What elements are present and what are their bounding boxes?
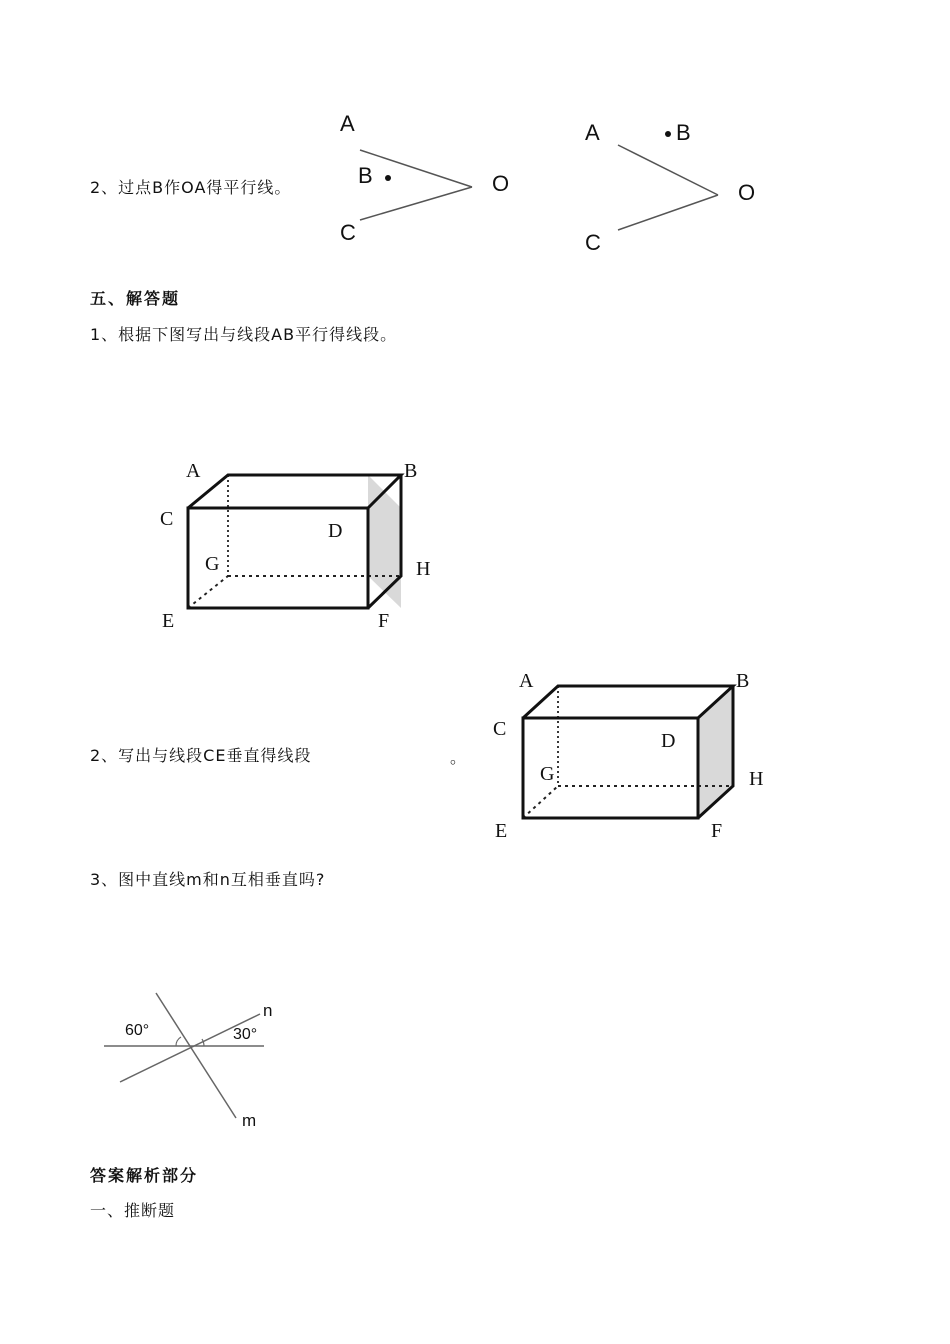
hidden-edge-eg (523, 786, 558, 818)
label-b: B (358, 163, 373, 188)
label-c: C (340, 220, 356, 245)
label-n: n (263, 1001, 273, 1020)
label-d: D (661, 730, 676, 752)
label-h: H (749, 768, 764, 790)
label-e: E (162, 610, 175, 632)
angle-arc-left (176, 1037, 181, 1046)
ray-oa (618, 145, 718, 195)
box-figure-2 (485, 665, 785, 855)
label-c: C (160, 508, 174, 530)
answer-title: 答案解析部分 (90, 1166, 199, 1185)
angle-figure-1 (330, 105, 530, 255)
point-b (665, 131, 671, 137)
label-g: G (205, 553, 220, 575)
answer-subtitle: 一、推断题 (90, 1201, 176, 1220)
section-five-title: 五、解答题 (90, 289, 181, 308)
label-f: F (378, 610, 390, 632)
ray-oc (618, 195, 718, 230)
line-m (156, 993, 236, 1118)
angle-label-right: 30° (233, 1026, 258, 1043)
label-b: B (404, 460, 418, 482)
label-o: O (492, 171, 510, 196)
hidden-edge-eg (188, 576, 228, 608)
label-o: O (738, 180, 756, 205)
box-figure-1 (150, 455, 450, 645)
angle-label-left: 60° (125, 1022, 150, 1039)
label-e: E (495, 820, 508, 842)
point-b (385, 175, 391, 181)
angle-figure-2 (580, 110, 780, 260)
label-b: B (676, 120, 691, 145)
label-f: F (711, 820, 723, 842)
box-side-face (368, 475, 401, 608)
label-a: A (519, 670, 534, 692)
label-a: A (186, 460, 201, 482)
box-top-edges (523, 686, 733, 718)
ray-oa (360, 150, 472, 187)
lines-figure (100, 990, 300, 1135)
label-a: A (340, 111, 355, 136)
q2-text: 2、过点B作OA得平行线。 (90, 178, 292, 197)
label-b: B (736, 670, 750, 692)
label-c: C (585, 230, 601, 255)
s5-q2-tail: 。 (450, 748, 468, 767)
label-g: G (540, 763, 555, 785)
label-h: H (416, 558, 431, 580)
label-d: D (328, 520, 343, 542)
label-c: C (493, 718, 507, 740)
s5-q1-text: 1、根据下图写出与线段AB平行得线段。 (90, 325, 398, 344)
ray-oc (360, 187, 472, 220)
label-m: m (242, 1111, 257, 1130)
box-side-face (698, 686, 733, 818)
s5-q3-text: 3、图中直线m和n互相垂直吗? (90, 870, 326, 889)
label-a: A (585, 120, 600, 145)
s5-q2-text: 2、写出与线段CE垂直得线段 (90, 746, 312, 765)
